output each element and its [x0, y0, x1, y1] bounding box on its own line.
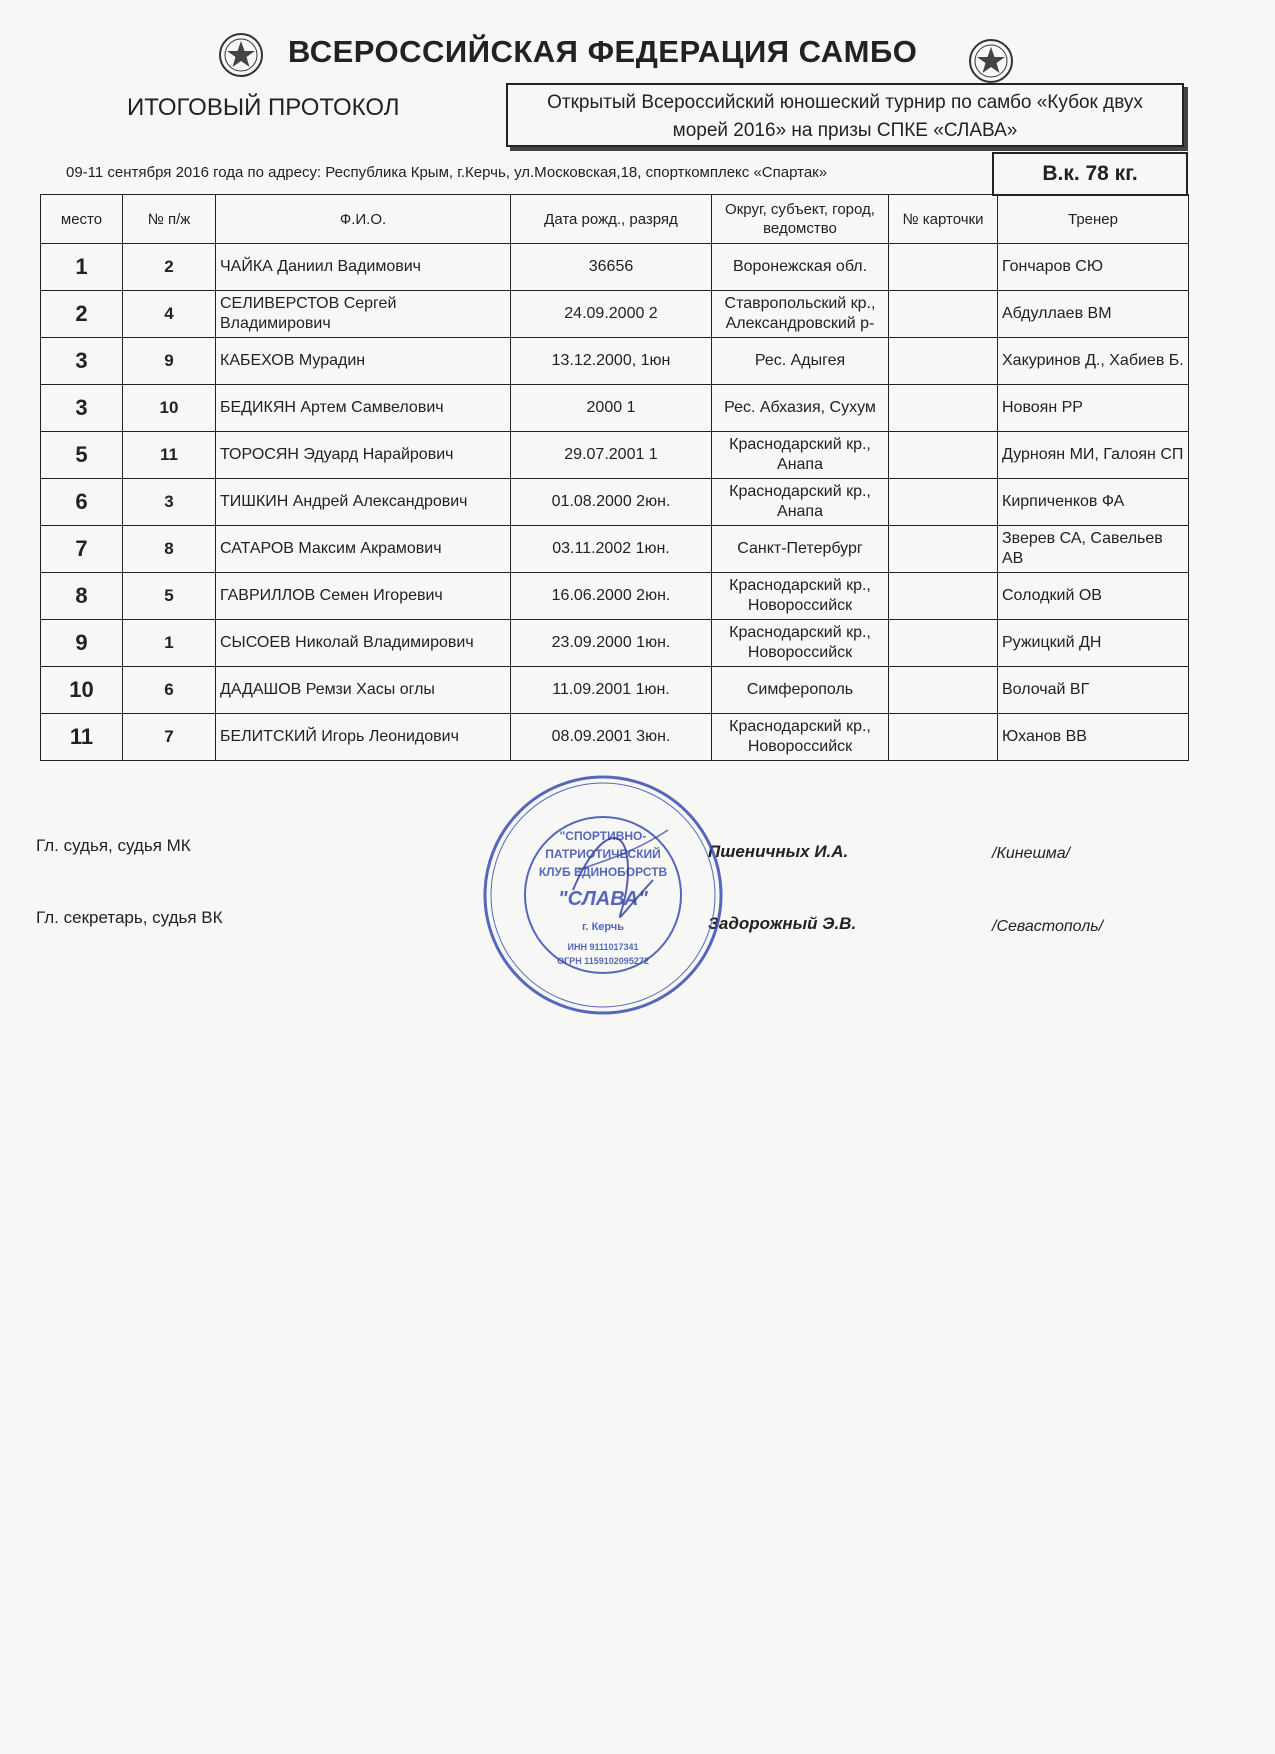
header-region: Округ, субъект, город, ведомство [712, 195, 889, 244]
region-cell: Рес. Адыгея [712, 338, 889, 385]
card-cell [889, 385, 998, 432]
region-cell: Ставропольский кр., Александровский р- [712, 291, 889, 338]
place-cell: 3 [41, 338, 123, 385]
card-cell [889, 244, 998, 291]
number-cell: 8 [123, 526, 216, 573]
place-cell: 10 [41, 667, 123, 714]
card-cell [889, 291, 998, 338]
card-cell [889, 620, 998, 667]
table-row [41, 432, 1189, 479]
region-cell: Краснодарский кр., Анапа [712, 432, 889, 479]
place-cell: 11 [41, 714, 123, 761]
dob-cell: 08.09.2001 3юн. [511, 714, 712, 761]
name-cell: БЕДИКЯН Артем Самвелович [216, 385, 511, 432]
judge-city: /Кинешма/ [992, 845, 1071, 862]
svg-text:ОГРН 1159102095272: ОГРН 1159102095272 [557, 956, 649, 966]
place-cell: 6 [41, 479, 123, 526]
card-cell [889, 338, 998, 385]
name-cell: СЫСОЕВ Николай Владимирович [216, 620, 511, 667]
secretary-city: /Севастополь/ [992, 918, 1104, 935]
coach-cell: Хакуринов Д., Хабиев Б. [998, 338, 1189, 385]
table-row [41, 573, 1189, 620]
number-cell: 5 [123, 573, 216, 620]
region-cell: Краснодарский кр., Анапа [712, 479, 889, 526]
table-row [41, 667, 1189, 714]
place-cell: 8 [41, 573, 123, 620]
card-cell [889, 479, 998, 526]
header-coach: Тренер [998, 195, 1189, 244]
place-cell: 2 [41, 291, 123, 338]
event-title-line-1: Открытый Всероссийский юношеский турнир по самбо «Кубок двух [547, 92, 1143, 113]
dob-cell: 11.09.2001 1юн. [511, 667, 712, 714]
name-cell: ТИШКИН Андрей Александрович [216, 479, 511, 526]
svg-text:"СПОРТИВНО-: "СПОРТИВНО- [559, 829, 647, 843]
table-header-row [41, 195, 1189, 244]
number-cell: 6 [123, 667, 216, 714]
table-row [41, 385, 1189, 432]
dob-cell: 24.09.2000 2 [511, 291, 712, 338]
svg-text:ПАТРИОТИЧЕСКИЙ: ПАТРИОТИЧЕСКИЙ [545, 847, 661, 861]
coach-cell: Абдуллаев ВМ [998, 291, 1189, 338]
header-number: № п/ж [123, 195, 216, 244]
number-cell: 4 [123, 291, 216, 338]
weight-class: В.к. 78 кг. [992, 152, 1188, 196]
region-cell: Симферополь [712, 667, 889, 714]
number-cell: 2 [123, 244, 216, 291]
card-cell [889, 667, 998, 714]
secretary-name: Задорожный Э.В. [708, 914, 857, 933]
event-title-box [506, 83, 1184, 147]
card-cell [889, 432, 998, 479]
card-cell [889, 714, 998, 761]
header-dob: Дата рожд., разряд [511, 195, 712, 244]
name-cell: СЕЛИВЕРСТОВ Сергей Владимирович [216, 291, 511, 338]
federation-title: ВСЕРОССИЙСКАЯ ФЕДЕРАЦИЯ САМБО [288, 34, 918, 69]
place-cell: 5 [41, 432, 123, 479]
dob-cell: 13.12.2000, 1юн [511, 338, 712, 385]
number-cell: 10 [123, 385, 216, 432]
region-cell: Краснодарский кр., Новороссийск [712, 573, 889, 620]
coach-cell: Юханов ВВ [998, 714, 1189, 761]
header-name: Ф.И.О. [216, 195, 511, 244]
place-cell: 9 [41, 620, 123, 667]
name-cell: САТАРОВ Максим Акрамович [216, 526, 511, 573]
name-cell: ДАДАШОВ Ремзи Хасы оглы [216, 667, 511, 714]
name-cell: ТОРОСЯН Эдуард Нарайрович [216, 432, 511, 479]
card-cell [889, 573, 998, 620]
judge-label: Гл. судья, судья МК [36, 836, 191, 855]
secretary-label: Гл. секретарь, судья ВК [36, 908, 223, 927]
place-cell: 7 [41, 526, 123, 573]
dob-cell: 29.07.2001 1 [511, 432, 712, 479]
coach-cell: Новоян РР [998, 385, 1189, 432]
coach-cell: Кирпиченков ФА [998, 479, 1189, 526]
region-cell: Краснодарский кр., Новороссийск [712, 620, 889, 667]
coach-cell: Дурноян МИ, Галоян СП [998, 432, 1189, 479]
event-title-line-2: морей 2016» на призы СПКЕ «СЛАВА» [672, 120, 1018, 141]
table-row [41, 479, 1189, 526]
svg-text:"СЛАВА": "СЛАВА" [558, 888, 648, 910]
sambo-emblem-left-icon [218, 32, 264, 78]
dob-cell: 16.06.2000 2юн. [511, 573, 712, 620]
region-cell: Воронежская обл. [712, 244, 889, 291]
judge-name: Пшеничных И.А. [708, 842, 849, 861]
table-row [41, 714, 1189, 761]
region-cell: Краснодарский кр., Новороссийск [712, 714, 889, 761]
number-cell: 9 [123, 338, 216, 385]
coach-cell: Волочай ВГ [998, 667, 1189, 714]
table-row [41, 620, 1189, 667]
table-row [41, 526, 1189, 573]
name-cell: КАБЕХОВ Мурадин [216, 338, 511, 385]
place-cell: 3 [41, 385, 123, 432]
number-cell: 1 [123, 620, 216, 667]
region-cell: Рес. Абхазия, Сухум [712, 385, 889, 432]
coach-cell: Зверев СА, Савельев АВ [998, 526, 1189, 573]
dob-cell: 2000 1 [511, 385, 712, 432]
results-table [40, 194, 1189, 761]
table-row [41, 244, 1189, 291]
coach-cell: Ружицкий ДН [998, 620, 1189, 667]
sambo-emblem-right-icon [968, 38, 1014, 84]
number-cell: 7 [123, 714, 216, 761]
dob-cell: 03.11.2002 1юн. [511, 526, 712, 573]
name-cell: БЕЛИТСКИЙ Игорь Леонидович [216, 714, 511, 761]
region-cell: Санкт-Петербург [712, 526, 889, 573]
card-cell [889, 526, 998, 573]
number-cell: 11 [123, 432, 216, 479]
dob-cell: 01.08.2000 2юн. [511, 479, 712, 526]
name-cell: ЧАЙКА Даниил Вадимович [216, 244, 511, 291]
document-title: ИТОГОВЫЙ ПРОТОКОЛ [127, 94, 400, 121]
dob-cell: 23.09.2000 1юн. [511, 620, 712, 667]
svg-text:КЛУБ ЕДИНОБОРСТВ: КЛУБ ЕДИНОБОРСТВ [538, 865, 668, 879]
table-row [41, 338, 1189, 385]
venue-line: 09-11 сентября 2016 года по адресу: Республика Крым, г.Керчь, ул.Московская,18, спорткомплекс «Спартак» [66, 164, 828, 181]
coach-cell: Гончаров СЮ [998, 244, 1189, 291]
dob-cell: 36656 [511, 244, 712, 291]
number-cell: 3 [123, 479, 216, 526]
organization-stamp [478, 770, 728, 1020]
place-cell: 1 [41, 244, 123, 291]
header-place: место [41, 195, 123, 244]
svg-text:ИНН 9111017341: ИНН 9111017341 [567, 942, 639, 952]
header-card: № карточки [889, 195, 998, 244]
coach-cell: Солодкий ОВ [998, 573, 1189, 620]
svg-text:г. Керчь: г. Керчь [581, 921, 625, 933]
name-cell: ГАВРИЛЛОВ Семен Игоревич [216, 573, 511, 620]
table-row [41, 291, 1189, 338]
